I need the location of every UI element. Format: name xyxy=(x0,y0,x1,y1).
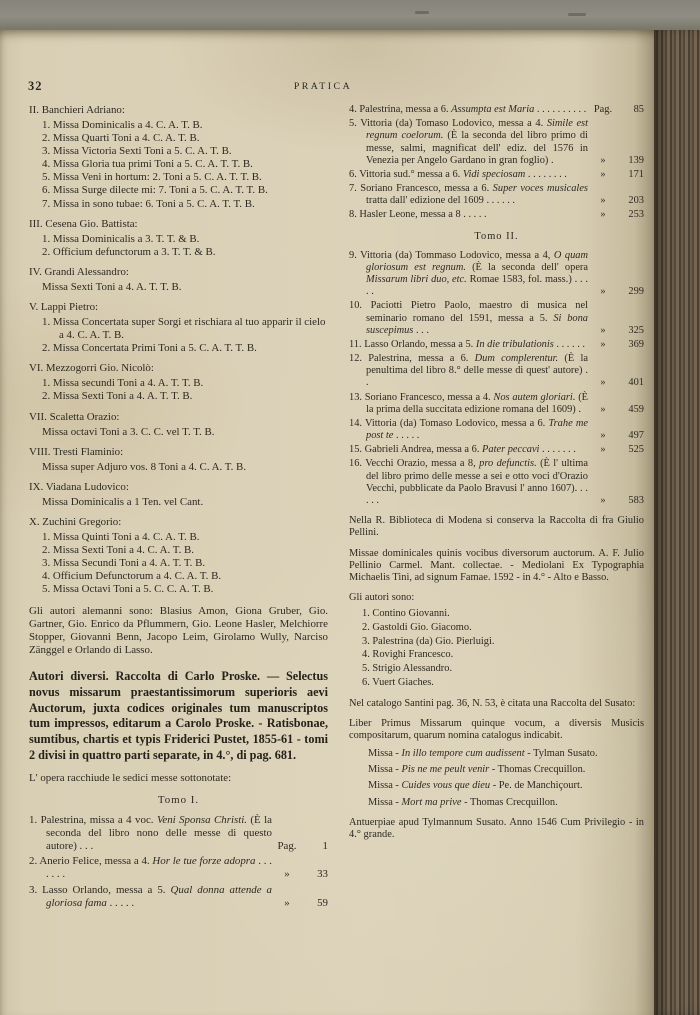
page-ref-mark: » xyxy=(600,444,606,456)
mass-list xyxy=(29,531,328,596)
composer-heading: X. Zuchini Gregorio: xyxy=(29,516,122,529)
susato-mass-item: Missa - Cuides vous que dieu - Pe. de Manchiçourt. xyxy=(368,780,583,792)
page-ref-mark: » xyxy=(284,868,290,881)
page-ref-mark: Pag. xyxy=(593,104,613,115)
composer-heading: VI. Mezzogorri Gio. Nicolò: xyxy=(29,362,154,375)
catalog-entry xyxy=(349,104,644,116)
page-ref-number: 139 xyxy=(628,154,644,166)
composer-section xyxy=(29,362,328,403)
catalog-entry xyxy=(349,209,644,221)
mass-item: Missa super Adjuro vos. 8 Toni a 4. C. A. T. B. xyxy=(42,460,247,473)
page-ref-mark: » xyxy=(600,338,606,350)
book-page xyxy=(0,30,654,1015)
mass-list xyxy=(29,119,328,211)
scan-artifact xyxy=(568,13,586,16)
composer-heading: IX. Viadana Ludovico: xyxy=(29,480,129,493)
page-ref-mark: Pag. xyxy=(277,840,297,853)
authors-list xyxy=(349,607,644,689)
catalog-entry xyxy=(349,339,644,351)
mass-list xyxy=(29,496,328,509)
page-ref-number: 459 xyxy=(628,403,644,415)
scanner-background xyxy=(0,0,700,30)
composer-heading: II. Banchieri Adriano: xyxy=(29,104,125,116)
page-ref-mark: » xyxy=(600,168,606,180)
mass-item: 1. Missa Concertata super Sorgi et rischiara al tuo apparir il cielo a 4. C. A. T. B. xyxy=(42,316,326,342)
page-ref-number: 85 xyxy=(633,104,644,115)
mass-list xyxy=(29,377,328,403)
entry-text: 11. Lasso Orlando, messa a 5. In die tribulationis . . . . . . xyxy=(349,338,585,350)
composer-section xyxy=(29,446,328,474)
author-item: 3. Palestrina (da) Gio. Pierluigi. xyxy=(362,635,495,647)
author-item: 4. Rovighi Francesco. xyxy=(362,649,454,661)
author-item: 2. Gastoldi Gio. Giacomo. xyxy=(362,621,472,633)
catalog-entry xyxy=(29,884,328,910)
paragraph-proske-collection: Autori diversi. Raccolta di Carlo Proske. — Selectus novus missarum praestantissimorum superioris aevi Auctorum, juxta codices originales tum manuscriptos tum impressos, editarum a Carolo Proske. - Ratisbonae, sumtibus, chartis et typis Friderici Pustet, 1855-61 - tomi 2 divisi in quattro parti separate, in 4.°, di pag. 681. xyxy=(29,668,328,763)
paragraph-opera-note: L' opera racchiude le sedici messe sottonotate: xyxy=(29,771,232,784)
page-header xyxy=(28,78,618,96)
catalog-entry xyxy=(29,855,328,881)
page-ref-number: 525 xyxy=(628,444,644,456)
composer-section xyxy=(29,481,328,509)
composer-section xyxy=(29,218,328,259)
page-ref-number: 253 xyxy=(628,209,644,221)
mass-item: Missa octavi Toni a 3. C. C. vel T. T. B. xyxy=(42,425,215,438)
page-ref-mark: » xyxy=(600,195,606,207)
page-ref-mark: » xyxy=(284,896,290,909)
mass-item: 6. Missa Surge dilecte mi: 7. Toni a 5. C. A. T. T. B. xyxy=(42,184,268,197)
entry-text: 16. Vecchi Orazio, messa a 8, pro defunctis. (È l' ultima del libro primo delle messe a sei e otto voci d'Orazio Vecchi, pubblicate da Paolo Bravusi l' anno 1607). . . . . . xyxy=(349,458,588,506)
entry-text: 7. Soriano Francesco, messa a 6. Super voces musicales tratta dall' edizione del 1609 . . . . . . xyxy=(349,183,588,207)
tomo-1-entries-continued xyxy=(349,104,644,222)
mass-item: 2. Missa Sexti Toni a 4. A. T. T. B. xyxy=(42,390,193,403)
mass-list xyxy=(29,233,328,259)
mass-item: 2. Missa Sexti Toni a 4. C. A. T. B. xyxy=(42,544,195,557)
mass-item: 4. Officium Defunctorum a 4. C. A. T. B. xyxy=(42,570,222,583)
book-fore-edge xyxy=(654,30,700,1015)
composer-heading: VIII. Tresti Flaminio: xyxy=(29,445,124,458)
catalog-entry xyxy=(349,118,644,167)
susato-mass-list xyxy=(349,748,644,809)
entry-text: 10. Paciotti Pietro Paolo, maestro di musica nel seminario romano del 1591, messa a 5. Si bona suscepimus . . . xyxy=(349,300,588,336)
running-title: PRATICA xyxy=(293,81,353,92)
tomo-1-entries xyxy=(29,814,328,910)
mass-item: 1. Missa Dominicalis a 3. T. T. & B. xyxy=(42,232,200,245)
entry-text: 6. Vittoria sud.° messa a 6. Vidi speciosam . . . . . . . . xyxy=(349,168,567,180)
page-ref-number: 369 xyxy=(628,338,644,350)
page-ref-mark: » xyxy=(600,494,606,506)
entry-text: 4. Palestrina, messa a 6. Assumpta est Maria . . . . . . . . . . xyxy=(349,104,587,115)
paragraph-missae: Missae dominicales quinis vocibus diversorum auctorum. A. F. Julio Pellinio Carmel. Mant. collectae. - Mediolani Ex Typographia Michaelis Tini, ad signum Famae. 1592 - in 4.° - Alto e Basso. xyxy=(349,547,644,583)
tomo-2-heading: Tomo II. xyxy=(474,230,519,242)
composer-section xyxy=(29,301,328,355)
page-ref-number: 171 xyxy=(628,168,644,180)
mass-list xyxy=(29,461,328,474)
catalog-entry xyxy=(349,353,644,390)
catalog-entry xyxy=(29,814,328,853)
mass-item: 3. Missa Victoria Sexti Toni a 5. C. A. T. B. xyxy=(42,145,232,158)
page-ref-mark: » xyxy=(600,377,606,389)
mass-item: 4. Missa Gloria tua primi Toni a 5. C. A. T. T. B. xyxy=(42,158,253,171)
page-ref-mark: » xyxy=(600,154,606,166)
author-item: 5. Strigio Alessandro. xyxy=(362,663,453,675)
page-ref-number: 1 xyxy=(322,840,328,853)
catalog-entry xyxy=(349,183,644,207)
composer-heading: V. Lappi Pietro: xyxy=(29,301,99,314)
composer-section xyxy=(29,104,328,211)
text-columns xyxy=(0,104,654,912)
catalog-entry xyxy=(349,418,644,442)
mass-item: 3. Missa Secundi Toni a 4. A. T. T. B. xyxy=(42,557,206,570)
page-ref-number: 583 xyxy=(628,494,644,506)
composer-heading: VII. Scaletta Orazio: xyxy=(29,410,120,423)
catalog-entry xyxy=(349,444,644,456)
entry-text: 8. Hasler Leone, messa a 8 . . . . . xyxy=(349,209,487,221)
mass-list xyxy=(29,426,328,439)
entry-text: 13. Soriano Francesco, messa a 4. Nos autem gloriari. (È la prima della succitata edizione romana del 1609) . xyxy=(349,391,589,415)
mass-item: Missa Dominicalis a 1 Ten. vel Cant. xyxy=(42,495,204,508)
susato-mass-item: Missa - In illo tempore cum audissent - Tylman Susato. xyxy=(368,748,598,760)
page-ref-mark: » xyxy=(600,430,606,442)
susato-mass-item: Missa - Mort ma prive - Thomas Crecquillon. xyxy=(368,796,558,808)
catalog-entry xyxy=(349,392,644,416)
composer-heading: IV. Grandi Alessandro: xyxy=(29,265,129,278)
author-item: 1. Contino Giovanni. xyxy=(362,608,450,620)
page-ref-number: 401 xyxy=(628,377,644,389)
composer-heading: III. Cesena Gio. Battista: xyxy=(29,217,138,230)
paragraph-german-authors: Gli autori alemanni sono: Blasius Amon, Giona Gruber, Gio. Gartner, Gio. Enrico da Pflummern, Gio. Leone Hasler, Melchiorre Stopper, Giovanni Benn, Jacopo Leim, Girolamo Wully, Narciso Zänggel e Orlando di Lasso. xyxy=(29,604,328,656)
paragraph-modena: Nella R. Biblioteca di Modena si conserva la Raccolta di fra Giulio Pellini. xyxy=(349,515,644,539)
tomo-2-entries xyxy=(349,250,644,507)
page-number: 32 xyxy=(28,79,43,93)
paragraph-liber: Liber Primus Missarum quinque vocum, a diversis Musicis compositarum, quarum nomina catalogus indicabit. xyxy=(349,717,644,741)
entry-text: 3. Lasso Orlando, messa a 5. Qual donna attende a gloriosa fama . . . . . xyxy=(29,883,272,909)
left-column xyxy=(29,104,328,912)
entry-text: 15. Gabrieli Andrea, messa a 6. Pater peccavi . . . . . . . xyxy=(349,444,576,456)
mass-item: 2. Missa Concertata Primi Toni a 5. C. A. T. T. B. xyxy=(42,342,257,355)
entry-text: 1. Palestrina, missa a 4 voc. Veni Sponsa Christi. (È la seconda del libro nono delle messe di questo autore) . . . xyxy=(29,814,272,853)
composer-section xyxy=(29,516,328,596)
susato-mass-item: Missa - Pis ne me peult venir - Thomas Crecquillon. xyxy=(368,764,586,776)
authors-heading: Gli autori sono: xyxy=(349,592,415,604)
entry-text: 12. Palestrina, messa a 6. Dum complerentur. (È la penultima del libro 8.° delle messe di quest' autore) . . xyxy=(349,353,588,389)
page-ref-number: 299 xyxy=(628,286,644,298)
tomo-1-heading: Tomo I. xyxy=(157,794,200,807)
page-ref-mark: » xyxy=(600,209,606,221)
page-ref-number: 497 xyxy=(628,430,644,442)
mass-item: 7. Missa in sono tubae: 6. Toni a 5. C. A. T. T. B. xyxy=(42,197,255,210)
mass-item: 2. Missa Quarti Toni a 4. C. A. T. B. xyxy=(42,132,200,145)
paragraph-antuerpiae: Antuerpiae apud Tylmannum Susato. Anno 1546 Cum Privilegio - in 4.° grande. xyxy=(349,816,644,840)
catalog-entry xyxy=(349,458,644,507)
scan-artifact xyxy=(415,11,429,14)
page-ref-number: 33 xyxy=(317,868,328,881)
mass-item: Missa Sexti Toni a 4. A. T. T. B. xyxy=(42,280,182,293)
mass-item: 1. Missa Quinti Toni a 4. C. A. T. B. xyxy=(42,531,200,544)
page-ref-number: 325 xyxy=(628,324,644,336)
page-ref-mark: » xyxy=(600,324,606,336)
mass-item: 1. Missa secundi Toni a 4. A. T. T. B. xyxy=(42,377,204,390)
author-item: 6. Vuert Giaches. xyxy=(362,676,434,688)
catalog-entry xyxy=(349,169,644,181)
mass-item: 5. Missa Octavi Toni a 5. C. C. A. T. B. xyxy=(42,583,214,596)
page-ref-mark: » xyxy=(600,403,606,415)
entry-text: 9. Vittoria (da) Tommaso Lodovico, messa a 4, O quam gloriosum est regnum. (È la seconda dell' opera Missarum libri duo, etc. Romae 1583, fol. mass.) . . . . . xyxy=(349,249,589,298)
mass-item: 5. Missa Veni in hortum: 2. Toni a 5. C. A. T. T. B. xyxy=(42,171,262,184)
entry-text: 2. Anerio Felice, messa a 4. Hor le tue forze adopra . . . . . . . xyxy=(29,855,272,881)
page-ref-mark: » xyxy=(600,286,606,298)
mass-item: 2. Officium defunctorum a 3. T. T. & B. xyxy=(42,245,216,258)
catalog-entry xyxy=(349,250,644,299)
mass-item: 1. Missa Dominicalis a 4. C. A. T. B. xyxy=(42,119,203,132)
composer-section xyxy=(29,266,328,294)
page-ref-number: 203 xyxy=(628,195,644,207)
paragraph-santini: Nel catalogo Santini pag. 36, N. 53, è citata una Raccolta del Susato: xyxy=(349,697,636,709)
mass-list xyxy=(29,281,328,294)
composer-section xyxy=(29,411,328,439)
page-ref-number: 59 xyxy=(317,896,328,909)
mass-list xyxy=(29,316,328,355)
right-column xyxy=(349,104,644,912)
entry-text: 5. Vittoria (da) Tomaso Lodovico, messa a 4. Simile est regnum coelorum. (È la seconda del libro primo di messe, salmi, magnificat dell' ediz. del 1576 in Venezia per Angelo Gardano in gran foglio) . xyxy=(349,118,588,166)
catalog-entry xyxy=(349,300,644,337)
entry-text: 14. Vittoria (da) Tomaso Lodovico, messa a 6. Trahe me post te . . . . . xyxy=(349,417,588,442)
